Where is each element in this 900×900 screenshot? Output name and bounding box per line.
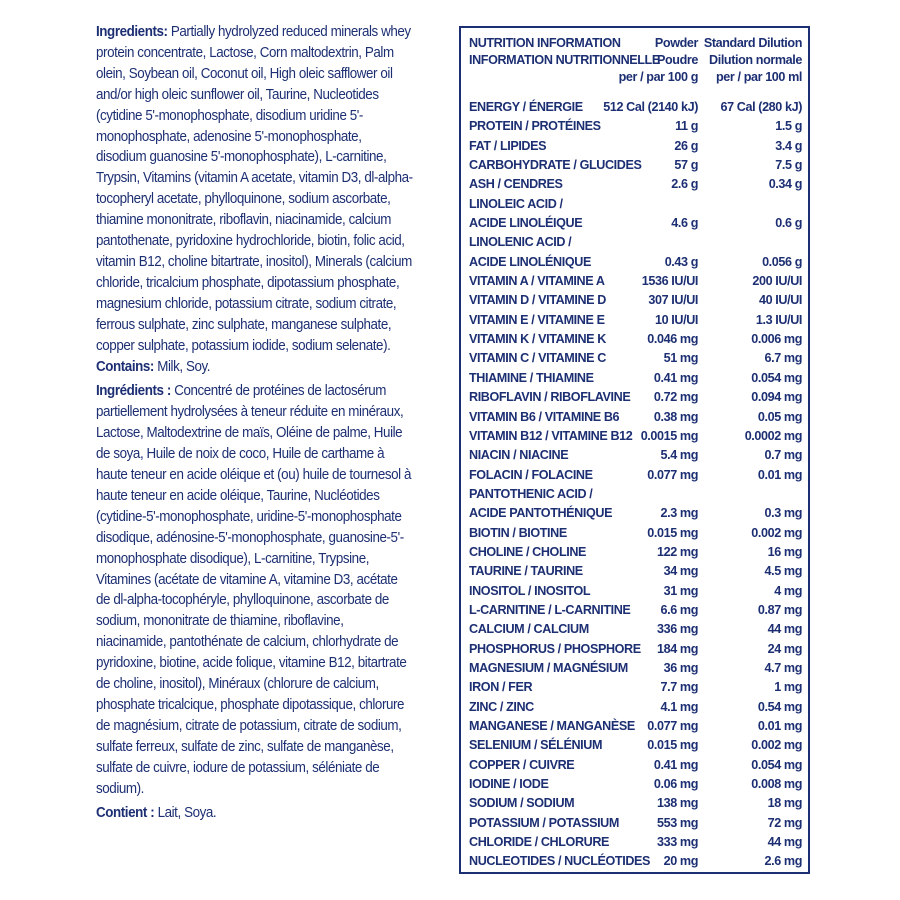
nutrient-name: INOSITOL / INOSITOL	[469, 583, 591, 598]
powder-value: 0.72 mg	[653, 390, 698, 405]
nutrient-name: MANGANESE / MANGANÈSE	[469, 719, 635, 733]
dilution-header-unit: per / par 100 ml	[716, 70, 802, 84]
powder-value: 10 IU/UI	[655, 312, 698, 327]
powder-value: 0.41 mg	[653, 757, 698, 772]
nutrient-name: LINOLEIC ACID /	[469, 196, 563, 211]
nutrient-row	[469, 582, 802, 601]
nutrient-row	[469, 253, 802, 272]
powder-value: 0.0015 mg	[640, 428, 698, 443]
nutrient-name: L-CARNITINE / L-CARNITINE	[469, 602, 631, 617]
nutrient-name: NUCLEOTIDES / NUCLÉOTIDES	[469, 854, 651, 869]
nutrient-row	[469, 698, 802, 717]
nutrient-name: THIAMINE / THIAMINE	[469, 370, 594, 385]
powder-value: 307 IU/UI	[648, 293, 698, 308]
powder-value: 2.6 g	[671, 177, 698, 192]
dilution-value: 200 IU/UI	[752, 274, 802, 289]
nutrient-row	[469, 659, 802, 678]
contains-fr	[96, 803, 414, 824]
dilution-value: 16 mg	[767, 544, 802, 559]
nutrient-row	[469, 543, 802, 562]
nutrient-row	[469, 388, 802, 407]
powder-value: 0.38 mg	[653, 409, 698, 424]
ingredients-fr	[96, 381, 414, 799]
nutrient-name: ZINC / ZINC	[469, 699, 534, 714]
nutrient-name: CARBOHYDRATE / GLUCIDES	[469, 158, 642, 173]
powder-value: 51 mg	[663, 351, 698, 366]
powder-value: 26 g	[674, 138, 698, 153]
nutrient-name: PANTOTHENIC ACID /	[469, 486, 593, 501]
powder-value: 512 Cal (2140 kJ)	[603, 100, 698, 114]
nutrient-row	[469, 272, 802, 291]
nutrient-row	[469, 446, 802, 465]
nutrient-row	[469, 504, 802, 523]
dilution-value: 7.5 g	[775, 158, 802, 173]
nutrient-row	[469, 311, 802, 330]
powder-value: 0.41 mg	[653, 370, 698, 385]
nutrient-name: VITAMIN A / VITAMINE A	[469, 274, 605, 289]
nutrient-name: LINOLENIC ACID /	[469, 235, 572, 250]
nutrient-row	[469, 485, 802, 504]
dilution-value: 24 mg	[767, 641, 802, 656]
powder-value: 0.046 mg	[647, 332, 698, 347]
nutrient-row	[469, 620, 802, 639]
nutrient-row	[469, 137, 802, 156]
dilution-value: 0.01 mg	[757, 467, 802, 482]
nutrient-row	[469, 562, 802, 581]
nutrient-name: ACIDE PANTOTHÉNIQUE	[469, 506, 613, 521]
powder-value: 122 mg	[656, 544, 698, 559]
dilution-header-fr: Dilution normale	[709, 53, 802, 67]
powder-value: 0.015 mg	[647, 738, 698, 753]
dilution-value: 4.5 mg	[764, 564, 802, 579]
nutrient-row	[469, 678, 802, 697]
powder-value: 6.6 mg	[660, 602, 698, 617]
dilution-value: 44 mg	[767, 622, 802, 637]
dilution-value: 67 Cal (280 kJ)	[720, 100, 802, 114]
contains-en-body: Milk, Soy.	[157, 358, 211, 375]
nutrient-name: FAT / LIPIDES	[469, 138, 547, 153]
powder-value: 4.6 g	[671, 216, 698, 231]
dilution-value: 0.87 mg	[757, 602, 802, 617]
nutrient-row	[469, 717, 802, 736]
dilution-value: 0.094 mg	[751, 390, 802, 405]
powder-value: 553 mg	[656, 815, 698, 830]
nutrient-row	[469, 291, 802, 310]
powder-value: 138 mg	[656, 796, 698, 811]
nutrient-name: VITAMIN D / VITAMINE D	[469, 293, 606, 308]
ingredients-en	[96, 22, 414, 357]
nutrition-title-en: NUTRITION INFORMATION	[469, 36, 621, 50]
dilution-value: 0.3 mg	[764, 506, 802, 521]
powder-value: 0.077 mg	[647, 467, 698, 482]
dilution-value: 2.6 mg	[764, 854, 802, 869]
dilution-value: 18 mg	[767, 796, 802, 811]
powder-value: 0.06 mg	[653, 777, 698, 792]
dilution-value: 44 mg	[767, 835, 802, 850]
powder-value: 4.1 mg	[660, 699, 698, 714]
powder-value: 57 g	[674, 158, 698, 173]
nutrient-name: CHLORIDE / CHLORURE	[469, 835, 610, 850]
nutrient-row	[469, 117, 802, 136]
powder-value: 2.3 mg	[660, 506, 698, 521]
dilution-value: 1.5 g	[775, 119, 802, 134]
nutrition-title-fr: INFORMATION NUTRITIONNELLE	[469, 53, 660, 67]
nutrient-row	[469, 195, 802, 214]
powder-value: 0.077 mg	[647, 719, 698, 733]
dilution-value: 6.7 mg	[764, 351, 802, 366]
powder-header-unit: per / par 100 g	[618, 70, 698, 84]
nutrient-name: VITAMIN B6 / VITAMINE B6	[469, 409, 620, 424]
powder-value: 1536 IU/UI	[641, 274, 698, 289]
nutrient-row	[469, 466, 802, 485]
nutrient-name: IRON / FER	[469, 680, 533, 695]
nutrient-name: BIOTIN / BIOTINE	[469, 525, 567, 540]
nutrition-header	[469, 32, 802, 98]
nutrient-row	[469, 408, 802, 427]
contains-en	[96, 357, 414, 378]
powder-value: 34 mg	[663, 564, 698, 579]
nutrient-name: ACIDE LINOLÉNIQUE	[469, 254, 591, 269]
dilution-value: 0.01 mg	[757, 719, 802, 733]
nutrient-name: VITAMIN B12 / VITAMINE B12	[469, 428, 633, 443]
nutrient-name: FOLACIN / FOLACINE	[469, 467, 593, 482]
nutrient-row	[469, 736, 802, 755]
nutrient-row	[469, 214, 802, 233]
powder-value: 31 mg	[663, 583, 698, 598]
dilution-header-en: Standard Dilution	[703, 36, 802, 50]
powder-value: 336 mg	[656, 622, 698, 637]
nutrient-row	[469, 233, 802, 252]
nutrient-name: SODIUM / SODIUM	[469, 796, 575, 811]
nutrient-row	[469, 524, 802, 543]
nutrient-row	[469, 794, 802, 813]
nutrient-name: VITAMIN E / VITAMINE E	[469, 312, 605, 327]
dilution-value: 1 mg	[774, 680, 802, 695]
contains-fr-heading: Contient :	[96, 804, 155, 821]
powder-value: 11 g	[675, 119, 698, 134]
nutrient-name: IODINE / IODE	[469, 777, 549, 792]
nutrient-name: MAGNESIUM / MAGNÉSIUM	[469, 660, 628, 675]
nutrient-name: POTASSIUM / POTASSIUM	[469, 815, 619, 830]
nutrient-row	[469, 775, 802, 794]
nutrient-row	[469, 330, 802, 349]
powder-value: 5.4 mg	[660, 448, 698, 463]
nutrient-row	[469, 427, 802, 446]
nutrient-name: COPPER / CUIVRE	[469, 757, 575, 772]
nutrient-row	[469, 98, 802, 117]
dilution-value: 0.054 mg	[751, 757, 802, 772]
powder-value: 36 mg	[663, 660, 698, 675]
nutrient-name: PHOSPHORUS / PHOSPHORE	[469, 641, 641, 656]
nutrient-row	[469, 156, 802, 175]
dilution-value: 40 IU/UI	[759, 293, 802, 308]
nutrient-name: RIBOFLAVIN / RIBOFLAVINE	[469, 390, 631, 405]
nutrition-table	[459, 26, 810, 874]
dilution-value: 72 mg	[767, 815, 802, 830]
dilution-value: 0.056 g	[762, 254, 802, 269]
dilution-value: 4.7 mg	[764, 660, 802, 675]
nutrient-row	[469, 640, 802, 659]
dilution-value: 0.006 mg	[751, 332, 802, 347]
nutrient-row	[469, 833, 802, 852]
nutrient-name: CALCIUM / CALCIUM	[469, 622, 589, 637]
dilution-value: 0.6 g	[775, 216, 802, 231]
nutrient-name: VITAMIN C / VITAMINE C	[469, 351, 606, 366]
nutrient-name: TAURINE / TAURINE	[469, 564, 583, 579]
dilution-value: 0.002 mg	[751, 738, 802, 753]
dilution-value: 0.7 mg	[764, 448, 802, 463]
ingredients-en-heading: Ingredients:	[96, 24, 168, 40]
nutrient-row	[469, 814, 802, 833]
nutrient-name: SELENIUM / SÉLÉNIUM	[469, 738, 603, 753]
dilution-value: 0.05 mg	[757, 409, 802, 424]
powder-header-fr: Poudre	[657, 53, 698, 67]
dilution-value: 0.008 mg	[751, 777, 802, 792]
nutrient-name: VITAMIN K / VITAMINE K	[469, 332, 606, 347]
dilution-value: 0.002 mg	[751, 525, 802, 540]
powder-value: 7.7 mg	[660, 680, 698, 695]
powder-value: 0.43 g	[664, 254, 698, 269]
powder-value: 184 mg	[656, 641, 698, 656]
nutrient-row	[469, 369, 802, 388]
ingredients-fr-body: Concentré de protéines de lactosérum partiellement hydrolysées à teneur réduite en minéraux, Lactose, Maltodextrine de maïs, Oléine de palme, Huile de soya, Huile de noix de coco, Huile de carthame à haute teneur en acide oléique et (ou) huile de tournesol à haute teneur en acide oléique, Taurine, Nucléotides (cytidine-5'-monophosphate, uridine-5'-monophosphate disodique, adénosine-5'-monophosphate, guanosine-5'-monophosphate disodique), L-carnitine, Trypsine, Vitamines (acétate de vitamine A, vitamine D3, acétate de dl-alpha-tocophéryle, phylloquinone, ascorbate de sodium, mononitrate de thiamine, riboflavine, niacinamide, pantothénate de calcium, chlorhydrate de pyridoxine, biotine, acide folique, vitamine B12, bitartrate de choline, inositol), Minéraux (chlorure de calcium, phosphate tricalcique, phosphate dipotassique, chlorure de magnésium, citrate de potassium, citrate de sodium, sulfate ferreux, sulfate de zinc, sulfate de manganèse, sulfate de cuivre, iodure de potassium, séléniate de sodium).	[96, 383, 412, 797]
nutrient-name: ENERGY / ÉNERGIE	[469, 100, 583, 114]
nutrient-row	[469, 852, 802, 871]
dilution-value: 1.3 IU/UI	[755, 312, 802, 327]
ingredients-fr-heading: Ingrédients :	[96, 383, 171, 400]
nutrition-rows	[469, 98, 802, 872]
dilution-value: 3.4 g	[775, 138, 802, 153]
nutrient-row	[469, 175, 802, 194]
nutrient-name: CHOLINE / CHOLINE	[469, 544, 587, 559]
dilution-value: 0.54 mg	[757, 699, 802, 714]
powder-header-en: Powder	[654, 36, 698, 50]
nutrient-row	[469, 601, 802, 620]
ingredients-en-body: Partially hydrolyzed reduced minerals whey protein concentrate, Lactose, Corn maltodextrin, Palm olein, Soybean oil, Coconut oil, High oleic safflower oil and/or high oleic sunflower oil, Taurine, Nucleotides (cytidine 5'-monophosphate, disodium uridine 5'-monophosphate, adenosine 5'-monophosphate, disodium guanosine 5'-monophosphate), L-carnitine, Trypsin, Vitamins (vitamin A acetate, vitamin D3, dl-alpha-tocopheryl acetate, phylloquinone, sodium ascorbate, thiamine mononitrate, riboflavin, niacinamide, calcium pantothenate, pyridoxine hydrochloride, biotin, folic acid, vitamin B12, choline bitartrate, inositol), Minerals (calcium chloride, tricalcium phosphate, dipotassium phosphate, magnesium chloride, potassium citrate, sodium citrate, ferrous sulphate, zinc sulphate, manganese sulphate, copper sulphate, potassium iodide, sodium selenate).	[96, 24, 413, 354]
dilution-value: 4 mg	[774, 583, 802, 598]
powder-value: 333 mg	[656, 835, 698, 850]
nutrient-row	[469, 756, 802, 775]
dilution-value: 0.0002 mg	[744, 428, 802, 443]
contains-en-heading: Contains:	[96, 358, 154, 375]
contains-fr-body: Lait, Soya.	[157, 804, 217, 821]
ingredients-panel	[96, 22, 414, 823]
dilution-value: 0.34 g	[768, 177, 802, 192]
dilution-value: 0.054 mg	[751, 370, 802, 385]
nutrient-name: ASH / CENDRES	[469, 177, 563, 192]
powder-value: 20 mg	[663, 854, 698, 869]
nutrient-name: PROTEIN / PROTÉINES	[469, 119, 601, 134]
nutrient-name: NIACIN / NIACINE	[469, 448, 569, 463]
powder-value: 0.015 mg	[647, 525, 698, 540]
nutrient-row	[469, 349, 802, 368]
nutrient-name: ACIDE LINOLÉIQUE	[469, 216, 583, 231]
